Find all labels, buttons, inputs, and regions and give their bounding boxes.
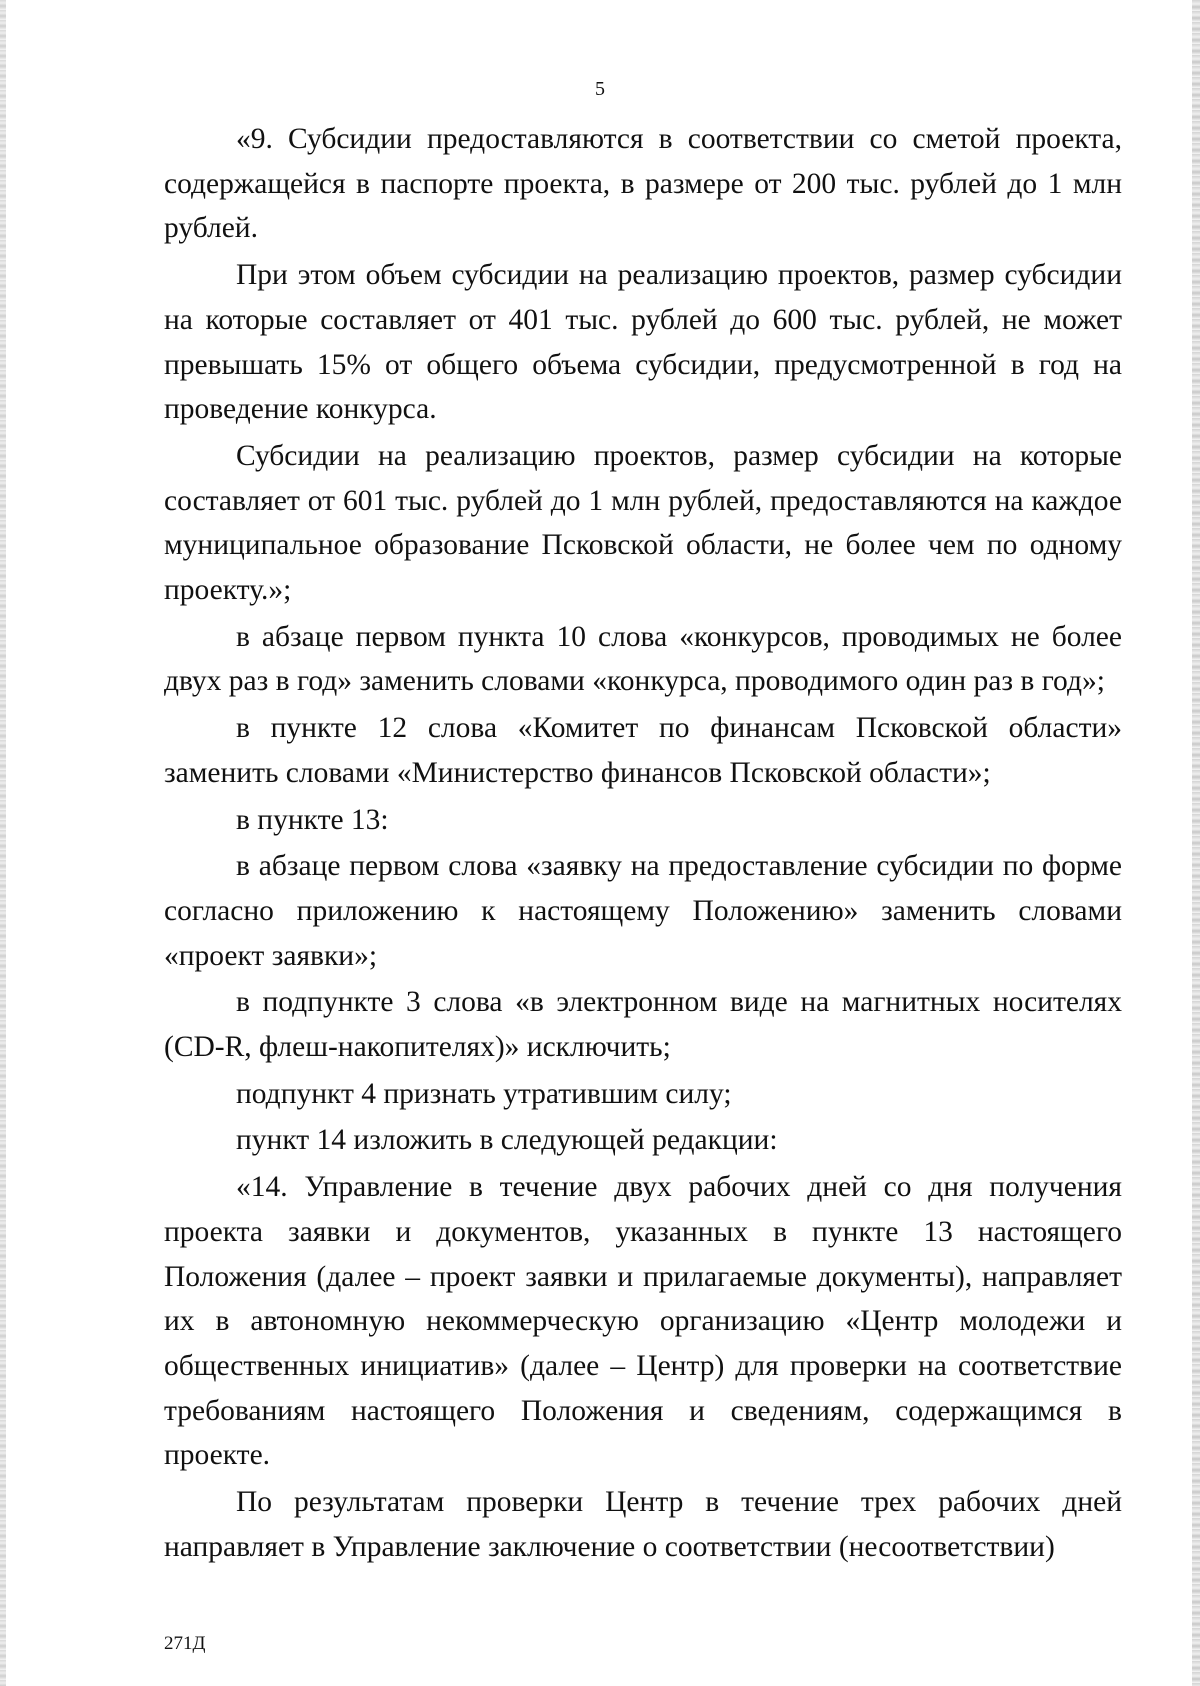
scan-edge-left bbox=[0, 0, 6, 1686]
scan-edge-right bbox=[1192, 0, 1200, 1686]
paragraph-8: в подпункте 3 слова «в электронном виде на магнитных носителях (CD-R, флеш-накопителях)» исключить; bbox=[164, 986, 1122, 1064]
paragraph-5: в пункте 12 слова «Комитет по финансам Псковской области» заменить словами «Министерство финансов Псковской области»; bbox=[164, 712, 1122, 789]
paragraph-12: По результатам проверки Центр в течение трех рабочих дней направляет в Управление заключение о соответствии (несоответствии) bbox=[164, 1486, 1122, 1563]
paragraph-6: в пункте 13: bbox=[236, 803, 389, 836]
paragraph-9: подпункт 4 признать утратившим силу; bbox=[236, 1077, 732, 1110]
paragraph-10: пункт 14 изложить в следующей редакции: bbox=[236, 1124, 778, 1157]
paragraph-3: Субсидии на реализацию проектов, размер субсидии на которые составляет от 601 тыс. рублей до 1 млн рублей, предоставляются на каждое муниципальное образование Псковской области, не более чем по одному проекту.»; bbox=[164, 439, 1122, 607]
paragraph-7: в абзаце первом слова «заявку на предоставление субсидии по форме согласно приложению к настоящему Положению» заменить словами «проект заявки»; bbox=[164, 850, 1122, 972]
paragraph-2: При этом объем субсидии на реализацию проектов, размер субсидии на которые составляет от 401 тыс. рублей до 600 тыс. рублей, не может превышать 15% от общего объема субсидии, предусмотренной в год на проведение конкурса. bbox=[164, 259, 1122, 426]
paragraph-4: в абзаце первом пункта 10 слова «конкурсов, проводимых не более двух раз в год» заменить словами «конкурса, проводимого один раз в год»; bbox=[164, 620, 1122, 698]
document-code: 271Д bbox=[164, 1633, 206, 1654]
paragraph-1: «9. Субсидии предоставляются в соответствии со сметой проекта, содержащейся в паспорте проекта, в размере от 200 тыс. рублей до 1 млн рублей. bbox=[164, 123, 1122, 245]
paragraph-11: «14. Управление в течение двух рабочих дней со дня получения проекта заявки и документов, указанных в пункте 13 настоящего Положения (далее – проект заявки и прилагаемые документы), направляет их в автономную некоммерческую организацию «Центр молодежи и общественных инициатив» (далее – Центр) для проверки на соответствие требованиям настоящего Положения и сведениям, содержащимся в проекте. bbox=[164, 1171, 1122, 1472]
document-body bbox=[164, 117, 1122, 1570]
page-number: 5 bbox=[595, 78, 605, 100]
